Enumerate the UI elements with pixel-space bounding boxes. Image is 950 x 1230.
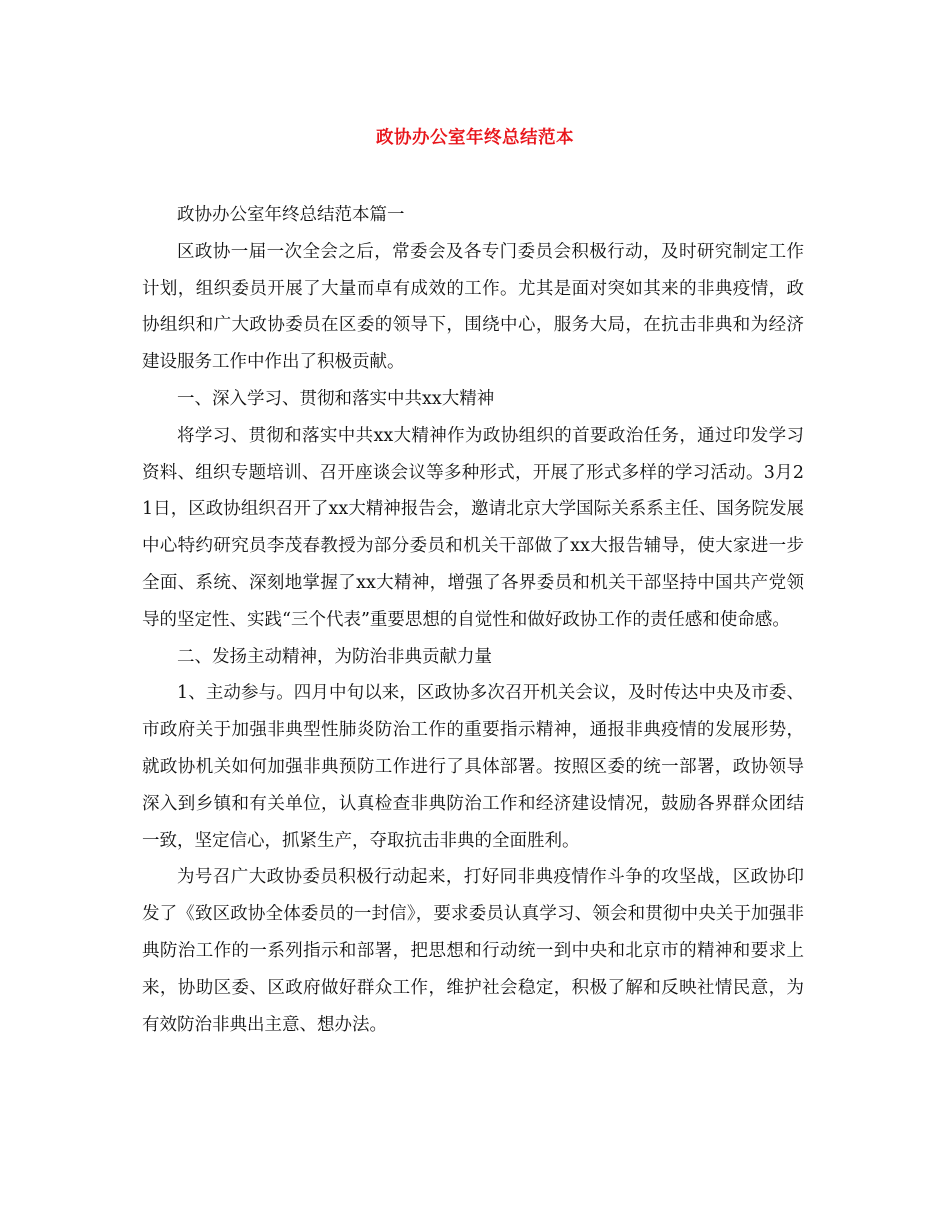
letter-paragraph: 为号召广大政协委员积极行动起来，打好同非典疫情作斗争的攻坚战，区政协印发了《致区政协全体委员的一封信》，要求委员认真学习、领会和贯彻中央关于加强非典防治工作的一系列指示和部署，把思想和行动统一到中央和北京市的精神和要求上来，协助区委、区政府做好群众工作，维护社会稳定，积极了解和反映社情民意，为有效防治非典出主意、想办法。 (142, 867, 804, 1035)
document-body (142, 197, 804, 1043)
heading-two: 二、发扬主动精神，为防治非典贡献力量 (177, 646, 492, 667)
section-subtitle: 政协办公室年终总结范本篇一 (177, 205, 405, 225)
heading-one: 一、深入学习、贯彻和落实中共xx大精神 (177, 388, 495, 409)
document-title: 政协办公室年终总结范本 (376, 128, 574, 148)
intro-paragraph: 区政协一届一次全会之后，常委会及各专门委员会积极行动，及时研究制定工作计划，组织委员开展了大量而卓有成效的工作。尤其是面对突如其来的非典疫情，政协组织和广大政协委员在区委的领导下，围绕中心，服务大局，在抗击非典和为经济建设服务工作中作出了积极贡献。 (142, 241, 804, 373)
participation-paragraph: 1、主动参与。四月中旬以来，区政协多次召开机关会议，及时传达中央及市委、市政府关于加强非典型性肺炎防治工作的重要指示精神，通报非典疫情的发展形势，就政协机关如何加强非典预防工作进行了具体部署。按照区委的统一部署，政协领导深入到乡镇和有关单位，认真检查非典防治工作和经济建设情况，鼓励各界群众团结一致，坚定信心，抓紧生产，夺取抗击非典的全面胜利。 (142, 683, 804, 851)
study-paragraph: 将学习、贯彻和落实中共xx大精神作为政协组织的首要政治任务，通过印发学习资料、组织专题培训、召开座谈会议等多种形式，开展了形式多样的学习活动。3月21日，区政协组织召开了xx大精神报告会，邀请北京大学国际关系系主任、国务院发展中心特约研究员李茂春教授为部分委员和机关干部做了xx大报告辅导，使大家进一步全面、系统、深刻地掌握了xx大精神，增强了各界委员和机关干部坚持中国共产党领导的坚定性、实践“三个代表”重要思想的自觉性和做好政协工作的责任感和使命感。 (142, 425, 804, 630)
